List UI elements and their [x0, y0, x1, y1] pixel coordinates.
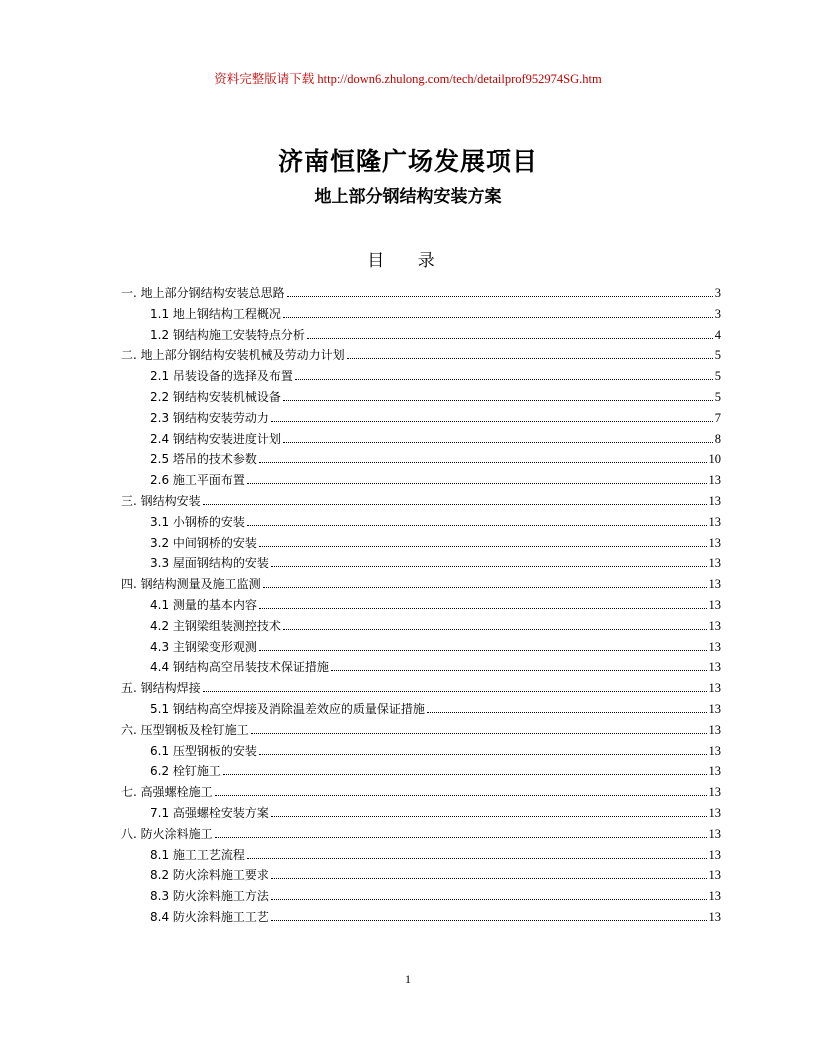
- toc-section-entry[interactable]: [150, 406, 721, 426]
- toc-entry-label: 5.1 钢结构高空焊接及消除温差效应的质量保证措施: [150, 702, 425, 716]
- toc-section-entry[interactable]: [150, 863, 721, 883]
- toc-dot-leader: [215, 795, 707, 796]
- document-title: 济南恒隆广场发展项目: [277, 147, 538, 176]
- toc-entry-label: 四. 钢结构测量及施工监测: [121, 577, 261, 592]
- toc-section-entry[interactable]: [150, 531, 721, 551]
- toc-dot-leader: [307, 338, 713, 339]
- toc-entry-label: 3.2 中间钢桥的安装: [150, 535, 257, 550]
- toc-section-entry[interactable]: [150, 364, 721, 384]
- toc-entry-page: 13: [708, 681, 721, 696]
- toc-section-entry[interactable]: [150, 801, 721, 821]
- toc-entry-label: 五. 钢结构焊接: [121, 681, 201, 696]
- toc-dot-leader: [259, 650, 707, 651]
- toc-dot-leader: [271, 421, 713, 422]
- toc-entry-label: 2.3 钢结构安装劳动力: [150, 410, 269, 425]
- toc-section-entry[interactable]: [150, 905, 721, 925]
- toc-entry-label: 4.1 测量的基本内容: [150, 598, 257, 612]
- toc-section-entry[interactable]: [150, 843, 721, 863]
- toc-entry-page: 13: [708, 826, 721, 841]
- toc-entry-page: 5: [714, 390, 721, 404]
- toc-dot-leader: [259, 608, 707, 609]
- toc-dot-leader: [259, 546, 707, 547]
- toc-entry-label: 8.3 防火涂料施工方法: [150, 889, 269, 904]
- toc-entry-page: 7: [714, 410, 721, 425]
- toc-entry-page: 13: [708, 785, 721, 800]
- toc-dot-leader: [215, 837, 707, 838]
- toc-chapter-entry[interactable]: [121, 822, 721, 842]
- document-subtitle: 地上部分钢结构安装方案: [314, 187, 502, 207]
- toc-entry-label: 8.4 防火涂料施工工艺: [150, 910, 269, 924]
- toc-entry-label: 3.1 小钢桥的安装: [150, 514, 245, 529]
- toc-dot-leader: [203, 504, 707, 505]
- toc-entry-page: 13: [708, 764, 721, 779]
- toc-entry-label: 二. 地上部分钢结构安装机械及劳动力计划: [121, 348, 345, 363]
- toc-entry-label: 2.2 钢结构安装机械设备: [150, 390, 281, 404]
- toc-dot-leader: [263, 587, 707, 588]
- toc-dot-leader: [247, 858, 707, 859]
- toc-chapter-entry[interactable]: [121, 489, 721, 509]
- toc-chapter-entry[interactable]: [121, 676, 721, 696]
- toc-entry-page: 13: [708, 847, 721, 862]
- toc-section-entry[interactable]: [150, 635, 721, 655]
- toc-entry-page: 13: [708, 743, 721, 758]
- toc-chapter-entry[interactable]: [121, 572, 721, 592]
- toc-section-entry[interactable]: [150, 655, 721, 675]
- toc-entry-page: 13: [708, 494, 721, 508]
- toc-dot-leader: [287, 296, 713, 297]
- toc-entry-label: 1.2 钢结构施工安装特点分析: [150, 327, 305, 342]
- toc-entry-page: 13: [708, 868, 721, 883]
- toc-section-entry[interactable]: [150, 614, 721, 634]
- toc-entry-page: 3: [714, 286, 721, 300]
- toc-section-entry[interactable]: [150, 427, 721, 447]
- toc-dot-leader: [283, 400, 713, 401]
- download-link[interactable]: 资料完整版请下载 http://down6.zhulong.com/tech/detailprof952974SG.htm: [214, 72, 602, 86]
- toc-dot-leader: [251, 733, 707, 734]
- toc-dot-leader: [259, 754, 707, 755]
- toc-entry-label: 三. 钢结构安装: [121, 494, 201, 508]
- toc-dot-leader: [247, 483, 707, 484]
- toc-dot-leader: [271, 920, 707, 921]
- toc-entry-page: 4: [714, 327, 721, 342]
- toc-section-entry[interactable]: [150, 302, 721, 322]
- toc-entry-page: 13: [708, 535, 721, 550]
- toc-entry-page: 13: [708, 618, 721, 633]
- toc-entry-label: 7.1 高强螺栓安装方案: [150, 806, 269, 820]
- toc-dot-leader: [427, 712, 707, 713]
- toc-section-entry[interactable]: [150, 385, 721, 405]
- toc-section-entry[interactable]: [150, 759, 721, 779]
- toc-entry-label: 一. 地上部分钢结构安装总思路: [121, 286, 285, 300]
- toc-section-entry[interactable]: [150, 739, 721, 759]
- toc-dot-leader: [347, 358, 713, 359]
- toc-entry-page: 8: [714, 431, 721, 446]
- toc-dot-leader: [295, 379, 713, 380]
- toc-entry-page: 13: [708, 702, 721, 716]
- toc-dot-leader: [247, 525, 707, 526]
- toc-section-entry[interactable]: [150, 697, 721, 717]
- toc-entry-page: 13: [708, 598, 721, 612]
- toc-entry-page: 5: [714, 348, 721, 363]
- toc-entry-page: 3: [714, 306, 721, 321]
- toc-entry-page: 5: [714, 369, 721, 384]
- toc-entry-label: 3.3 屋面钢结构的安装: [150, 556, 269, 571]
- toc-entry-label: 2.4 钢结构安装进度计划: [150, 431, 281, 446]
- toc-entry-label: 六. 压型钢板及栓钉施工: [121, 722, 249, 737]
- toc-section-entry[interactable]: [150, 510, 721, 530]
- toc-dot-leader: [271, 816, 707, 817]
- toc-entry-page: 13: [708, 514, 721, 529]
- toc-dot-leader: [331, 670, 707, 671]
- toc-dot-leader: [271, 566, 707, 567]
- toc-entry-label: 八. 防火涂料施工: [121, 826, 213, 841]
- toc-entry-page: 13: [708, 722, 721, 737]
- toc-chapter-entry[interactable]: [121, 718, 721, 738]
- toc-section-entry[interactable]: [150, 323, 721, 343]
- page-number: 1: [405, 972, 411, 986]
- toc-entry-label: 6.2 栓钉施工: [150, 764, 221, 779]
- toc-entry-label: 8.1 施工工艺流程: [150, 847, 245, 862]
- toc-entry-page: 13: [708, 556, 721, 571]
- toc-entry-label: 8.2 防火涂料施工要求: [150, 868, 269, 883]
- toc-dot-leader: [271, 899, 707, 900]
- toc-entry-label: 2.5 塔吊的技术参数: [150, 452, 257, 467]
- toc-entry-page: 13: [708, 473, 721, 488]
- toc-chapter-entry[interactable]: [121, 780, 721, 800]
- toc-heading: 目 录: [367, 251, 449, 271]
- toc-dot-leader: [223, 774, 707, 775]
- toc-section-entry[interactable]: [150, 551, 721, 571]
- toc-dot-leader: [283, 629, 707, 630]
- toc-entry-page: 13: [708, 806, 721, 820]
- toc-entry-label: 4.4 钢结构高空吊装技术保证措施: [150, 660, 329, 675]
- toc-entry-label: 七. 高强螺栓施工: [121, 785, 213, 800]
- toc-entry-label: 6.1 压型钢板的安装: [150, 743, 257, 758]
- toc-entry-page: 13: [708, 889, 721, 904]
- toc-entry-page: 13: [708, 910, 721, 924]
- toc-dot-leader: [283, 317, 713, 318]
- toc-section-entry[interactable]: [150, 884, 721, 904]
- toc-entry-page: 13: [708, 577, 721, 592]
- toc-dot-leader: [271, 878, 707, 879]
- toc-entry-label: 2.1 吊装设备的选择及布置: [150, 369, 293, 384]
- toc-entry-label: 1.1 地上钢结构工程概况: [150, 306, 281, 321]
- toc-chapter-entry[interactable]: [121, 281, 721, 301]
- toc-entry-page: 13: [708, 639, 721, 654]
- toc-entry-page: 13: [708, 660, 721, 675]
- toc-section-entry[interactable]: [150, 468, 721, 488]
- toc-dot-leader: [259, 462, 707, 463]
- toc-dot-leader: [283, 442, 713, 443]
- toc-dot-leader: [203, 691, 707, 692]
- toc-section-entry[interactable]: [150, 593, 721, 613]
- toc-entry-label: 2.6 施工平面布置: [150, 473, 245, 488]
- toc-entry-label: 4.3 主钢梁变形观测: [150, 639, 257, 654]
- toc-entry-page: 10: [708, 452, 721, 467]
- toc-chapter-entry[interactable]: [121, 343, 721, 363]
- toc-entry-label: 4.2 主钢梁组装测控技术: [150, 618, 281, 633]
- toc-section-entry[interactable]: [150, 447, 721, 467]
